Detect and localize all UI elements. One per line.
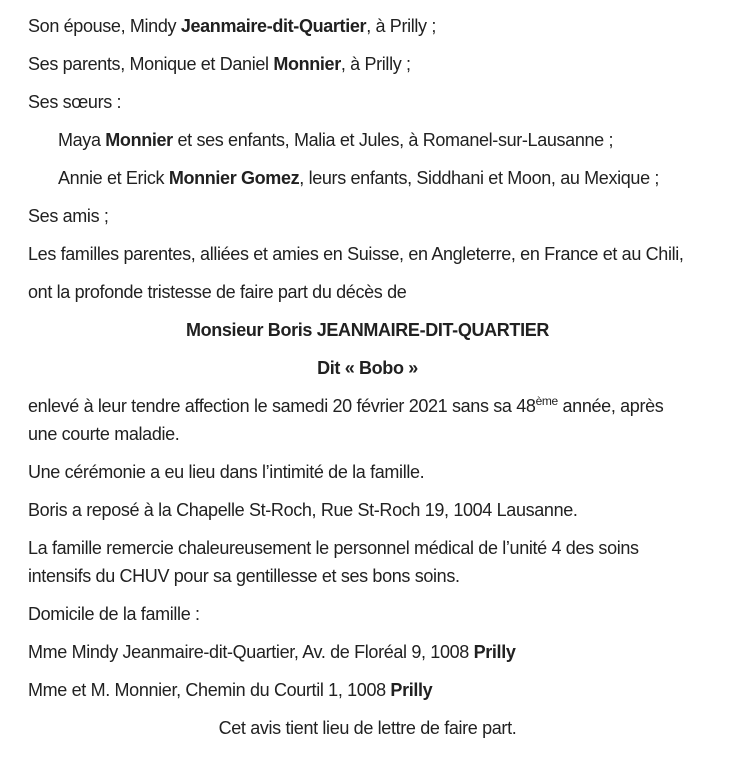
line-parents	[28, 50, 707, 78]
line-sister-annie	[28, 164, 707, 192]
line-families	[28, 240, 707, 268]
death-details-post: année, après	[557, 396, 664, 416]
nickname-heading: Dit « Bobo »	[317, 358, 418, 378]
maya-text-post: et ses enfants, Malia et Jules, à Romanel-sur-Lausanne ;	[172, 130, 614, 150]
annie-text-pre: Annie et Erick	[58, 168, 169, 188]
death-details-line2: une courte maladie.	[28, 424, 180, 444]
line-address-monnier	[28, 676, 707, 704]
parents-text-post: , à Prilly ;	[340, 54, 411, 74]
repose-text: Boris a reposé à la Chapelle St-Roch, Rue St-Roch 19, 1004 Lausanne.	[28, 500, 578, 520]
death-details-line1	[28, 392, 707, 420]
families-text: Les familles parentes, alliées et amies en Suisse, en Angleterre, en France et au Chili,	[28, 244, 684, 264]
line-friends	[28, 202, 707, 230]
maya-text-pre: Maya	[58, 130, 106, 150]
friends-text: Ses amis ;	[28, 206, 109, 226]
maya-surname: Monnier	[105, 130, 173, 150]
line-ceremony	[28, 458, 707, 486]
line-domicile-label	[28, 600, 707, 628]
address-monnier-text: Mme et M. Monnier, Chemin du Courtil 1, 1008	[28, 680, 391, 700]
address-mindy-city: Prilly	[473, 642, 516, 662]
deceased-name-heading: Monsieur Boris JEANMAIRE-DIT-QUARTIER	[185, 320, 550, 340]
line-thanks	[28, 534, 707, 590]
address-mindy-text: Mme Mindy Jeanmaire-dit-Quartier, Av. de Floréal 9, 1008	[28, 642, 474, 662]
line-announcement	[28, 278, 707, 306]
closing-text: Cet avis tient lieu de lettre de faire part.	[218, 718, 517, 738]
ceremony-text: Une cérémonie a eu lieu dans l’intimité de la famille.	[28, 462, 425, 482]
line-sisters-label	[28, 88, 707, 116]
announcement-text: ont la profonde tristesse de faire part du décès de	[28, 282, 407, 302]
annie-text-post: , leurs enfants, Siddhani et Moon, au Mexique ;	[299, 168, 660, 188]
thanks-line2: intensifs du CHUV pour sa gentillesse et ses bons soins.	[28, 566, 460, 586]
thanks-line1: La famille remercie chaleureusement le personnel médical de l’unité 4 des soins	[28, 538, 639, 558]
annie-surname: Monnier Gomez	[168, 168, 300, 188]
sisters-label-text: Ses sœurs :	[28, 92, 122, 112]
death-details-pre: enlevé à leur tendre affection le samedi 20 février 2021 sans sa 48	[28, 396, 536, 416]
spouse-text-pre: Son épouse, Mindy	[28, 16, 181, 36]
line-address-mindy	[28, 638, 707, 666]
domicile-label-text: Domicile de la famille :	[28, 604, 200, 624]
parents-surname: Monnier	[273, 54, 341, 74]
line-sister-maya	[28, 126, 707, 154]
address-monnier-city: Prilly	[390, 680, 433, 700]
ordinal-superscript: ème	[535, 394, 558, 408]
parents-text-pre: Ses parents, Monique et Daniel	[28, 54, 274, 74]
spouse-text-post: , à Prilly ;	[366, 16, 437, 36]
line-death-details	[28, 392, 707, 448]
spouse-surname: Jeanmaire-dit-Quartier	[180, 16, 367, 36]
line-spouse	[28, 12, 707, 40]
line-repose	[28, 496, 707, 524]
line-closing	[28, 714, 707, 742]
